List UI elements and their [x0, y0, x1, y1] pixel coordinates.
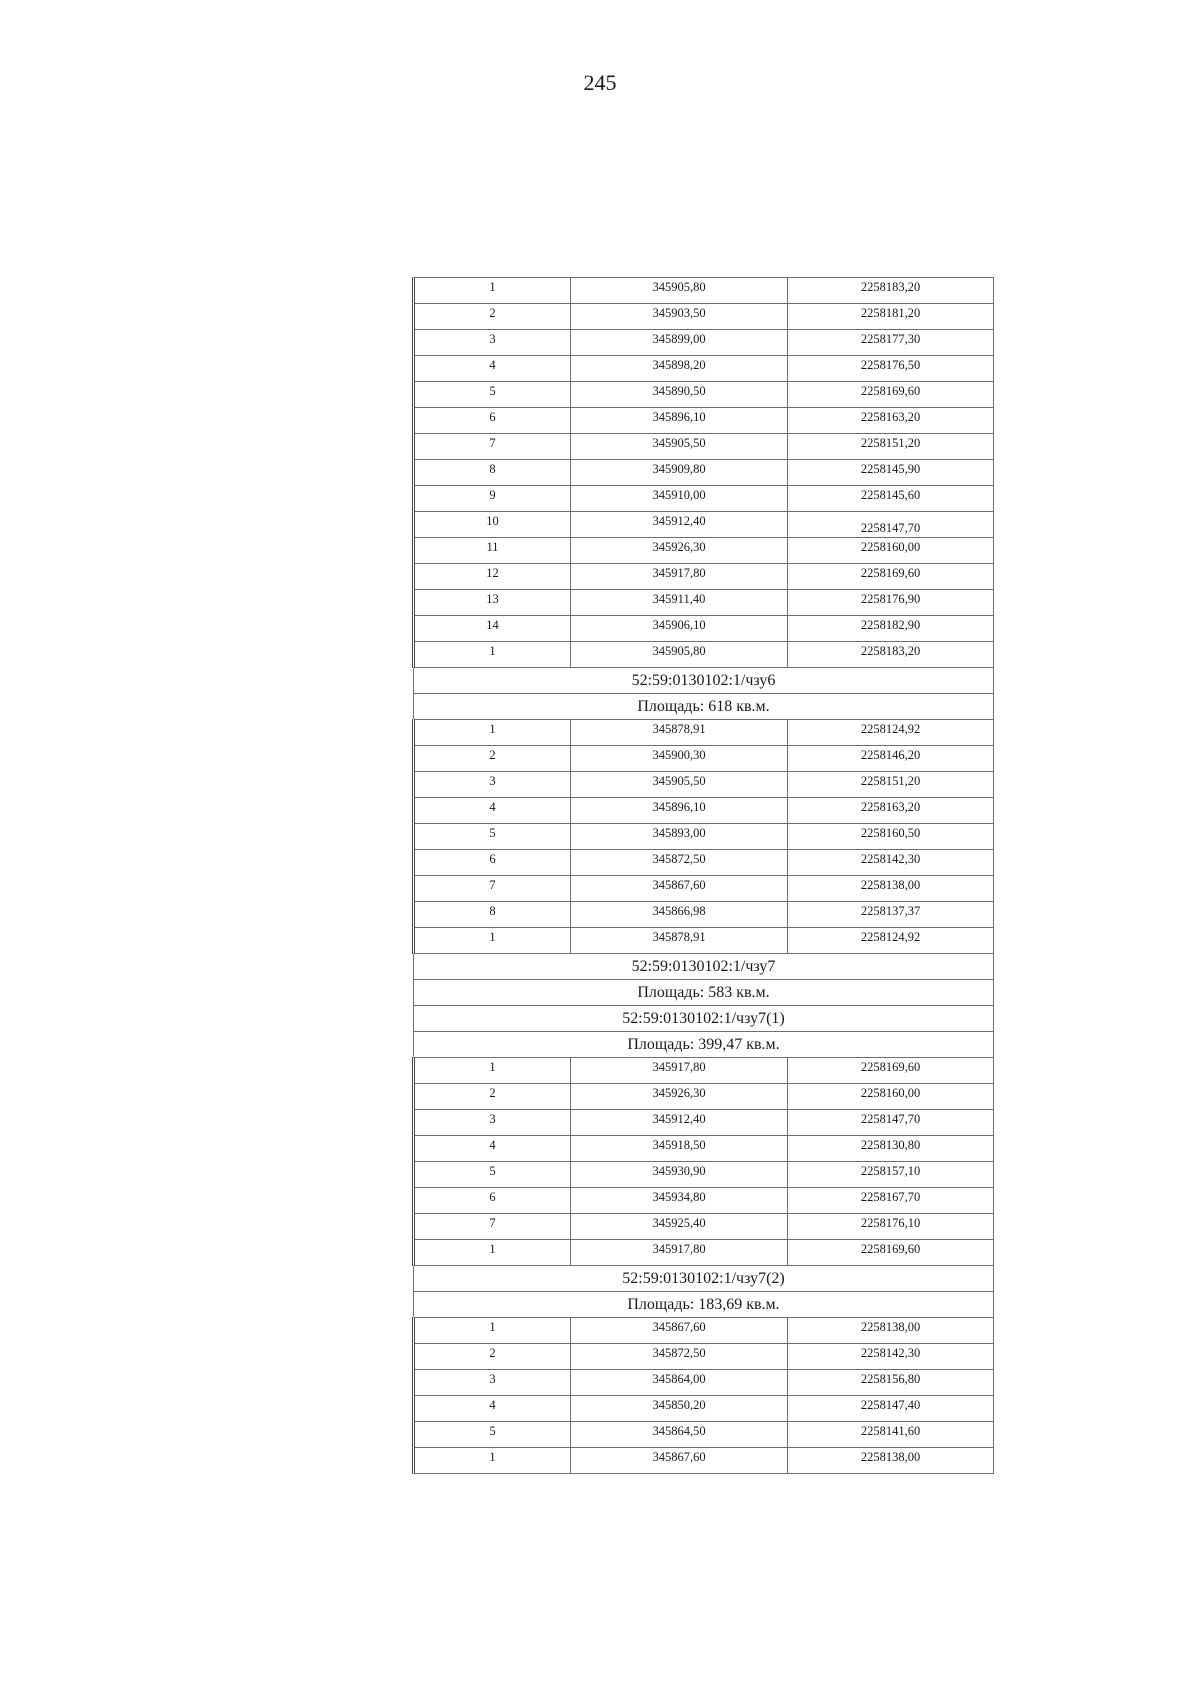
- coord-y: 2258160,00: [788, 538, 994, 564]
- coord-x: 345872,50: [571, 1344, 788, 1370]
- coord-x: 345912,40: [571, 512, 788, 538]
- coordinate-row: [414, 746, 994, 772]
- parcel-id-row: [414, 1006, 994, 1032]
- coordinate-row: [414, 1110, 994, 1136]
- coord-y: 2258169,60: [788, 564, 994, 590]
- coord-y: 2258142,30: [788, 1344, 994, 1370]
- coordinate-row: [414, 1318, 994, 1344]
- coord-y: 2258167,70: [788, 1188, 994, 1214]
- point-number: 3: [414, 772, 571, 798]
- coordinate-row: [414, 824, 994, 850]
- coordinate-row: [414, 460, 994, 486]
- coord-x: 345918,50: [571, 1136, 788, 1162]
- coord-x: 345906,10: [571, 616, 788, 642]
- page-number: 245: [583, 70, 617, 95]
- coord-y: 2258177,30: [788, 330, 994, 356]
- coord-y: 2258182,90: [788, 616, 994, 642]
- coord-x: 345864,50: [571, 1422, 788, 1448]
- coordinate-row: [414, 512, 994, 538]
- point-number: 11: [414, 538, 571, 564]
- point-number: 1: [414, 1318, 571, 1344]
- coordinate-row: [414, 1162, 994, 1188]
- coord-y: 2258176,10: [788, 1214, 994, 1240]
- coord-x: 345905,80: [571, 278, 788, 304]
- coord-x: 345917,80: [571, 1240, 788, 1266]
- coord-x: 345926,30: [571, 1084, 788, 1110]
- coordinate-row: [414, 304, 994, 330]
- point-number: 2: [414, 746, 571, 772]
- coord-x: 345899,00: [571, 330, 788, 356]
- coord-y: 2258169,60: [788, 1240, 994, 1266]
- coordinate-row: [414, 1344, 994, 1370]
- coord-y: 2258138,00: [788, 1448, 994, 1474]
- coord-x: 345905,50: [571, 772, 788, 798]
- coord-y: 2258130,80: [788, 1136, 994, 1162]
- coord-x: 345905,50: [571, 434, 788, 460]
- parcel-id: 52:59:0130102:1/чзу7: [414, 954, 994, 980]
- coord-y: 2258176,90: [788, 590, 994, 616]
- point-number: 6: [414, 408, 571, 434]
- coordinate-row: [414, 538, 994, 564]
- point-number: 5: [414, 1162, 571, 1188]
- coordinate-row: [414, 356, 994, 382]
- point-number: 9: [414, 486, 571, 512]
- point-number: 3: [414, 330, 571, 356]
- coord-x: 345890,50: [571, 382, 788, 408]
- coordinate-row: [414, 564, 994, 590]
- coord-x: 345930,90: [571, 1162, 788, 1188]
- coord-y: 2258124,92: [788, 928, 994, 954]
- point-number: 1: [414, 928, 571, 954]
- coord-x: 345896,10: [571, 408, 788, 434]
- coordinate-row: [414, 1084, 994, 1110]
- point-number: 3: [414, 1370, 571, 1396]
- coord-y: 2258124,92: [788, 720, 994, 746]
- coord-y: 2258137,37: [788, 902, 994, 928]
- coord-y: 2258141,60: [788, 1422, 994, 1448]
- coordinate-row: [414, 1214, 994, 1240]
- coordinate-row: [414, 590, 994, 616]
- coordinate-row: [414, 486, 994, 512]
- parcel-id-row: [414, 668, 994, 694]
- coord-y: 2258142,30: [788, 850, 994, 876]
- coord-x: 345878,91: [571, 928, 788, 954]
- point-number: 6: [414, 850, 571, 876]
- coord-y: 2258181,20: [788, 304, 994, 330]
- coord-x: 345912,40: [571, 1110, 788, 1136]
- coord-y: 2258157,10: [788, 1162, 994, 1188]
- parcel-area-row: [414, 980, 994, 1006]
- coord-y: 2258169,60: [788, 1058, 994, 1084]
- coordinates-table-body: [414, 278, 994, 1474]
- point-number: 2: [414, 1084, 571, 1110]
- coord-y: 2258169,60: [788, 382, 994, 408]
- point-number: 10: [414, 512, 571, 538]
- coordinate-row: [414, 1136, 994, 1162]
- point-number: 8: [414, 460, 571, 486]
- coordinate-row: [414, 330, 994, 356]
- point-number: 7: [414, 434, 571, 460]
- point-number: 1: [414, 1058, 571, 1084]
- point-number: 1: [414, 642, 571, 668]
- parcel-area: Площадь: 399,47 кв.м.: [414, 1032, 994, 1058]
- point-number: 5: [414, 824, 571, 850]
- coord-y: 2258151,20: [788, 434, 994, 460]
- coord-y: 2258176,50: [788, 356, 994, 382]
- coord-x: 345867,60: [571, 1318, 788, 1344]
- coordinate-row: [414, 772, 994, 798]
- coordinate-row: [414, 902, 994, 928]
- point-number: 3: [414, 1110, 571, 1136]
- coord-x: 345898,20: [571, 356, 788, 382]
- coordinate-row: [414, 720, 994, 746]
- coord-x: 345917,80: [571, 564, 788, 590]
- coord-x: 345866,98: [571, 902, 788, 928]
- coord-y: 2258183,20: [788, 642, 994, 668]
- coordinate-row: [414, 408, 994, 434]
- point-number: 4: [414, 1136, 571, 1162]
- point-number: 1: [414, 278, 571, 304]
- coord-y: 2258145,90: [788, 460, 994, 486]
- coordinate-row: [414, 434, 994, 460]
- coord-x: 345900,30: [571, 746, 788, 772]
- coordinate-row: [414, 850, 994, 876]
- coord-y: 2258160,00: [788, 1084, 994, 1110]
- coordinate-row: [414, 1188, 994, 1214]
- point-number: 7: [414, 1214, 571, 1240]
- coordinate-row: [414, 1422, 994, 1448]
- parcel-id: 52:59:0130102:1/чзу6: [414, 668, 994, 694]
- coord-x: 345909,80: [571, 460, 788, 486]
- point-number: 13: [414, 590, 571, 616]
- coord-y: 2258146,20: [788, 746, 994, 772]
- coord-y: 2258147,70: [788, 512, 994, 538]
- coord-x: 345905,80: [571, 642, 788, 668]
- point-number: 4: [414, 1396, 571, 1422]
- point-number: 5: [414, 382, 571, 408]
- parcel-area-row: [414, 1032, 994, 1058]
- coordinate-row: [414, 1448, 994, 1474]
- parcel-area: Площадь: 183,69 кв.м.: [414, 1292, 994, 1318]
- parcel-id: 52:59:0130102:1/чзу7(1): [414, 1006, 994, 1032]
- coordinate-row: [414, 382, 994, 408]
- coord-x: 345925,40: [571, 1214, 788, 1240]
- coordinate-row: [414, 642, 994, 668]
- point-number: 8: [414, 902, 571, 928]
- point-number: 7: [414, 876, 571, 902]
- coord-x: 345903,50: [571, 304, 788, 330]
- coord-x: 345896,10: [571, 798, 788, 824]
- point-number: 2: [414, 304, 571, 330]
- coordinate-row: [414, 1396, 994, 1422]
- coord-y: 2258151,20: [788, 772, 994, 798]
- coord-y: 2258145,60: [788, 486, 994, 512]
- coord-x: 345878,91: [571, 720, 788, 746]
- coordinate-row: [414, 1370, 994, 1396]
- point-number: 4: [414, 356, 571, 382]
- coord-y: 2258147,70: [788, 1110, 994, 1136]
- coord-x: 345917,80: [571, 1058, 788, 1084]
- point-number: 12: [414, 564, 571, 590]
- coordinate-row: [414, 1058, 994, 1084]
- coord-y: 2258147,40: [788, 1396, 994, 1422]
- coord-x: 345867,60: [571, 1448, 788, 1474]
- coordinates-table: [412, 277, 994, 1474]
- coord-x: 345910,00: [571, 486, 788, 512]
- coordinate-row: [414, 798, 994, 824]
- coordinate-row: [414, 616, 994, 642]
- parcel-area: Площадь: 583 кв.м.: [414, 980, 994, 1006]
- coord-x: 345864,00: [571, 1370, 788, 1396]
- point-number: 1: [414, 1240, 571, 1266]
- coordinate-row: [414, 1240, 994, 1266]
- parcel-area: Площадь: 618 кв.м.: [414, 694, 994, 720]
- coord-x: 345872,50: [571, 850, 788, 876]
- coord-x: 345934,80: [571, 1188, 788, 1214]
- coord-y: 2258163,20: [788, 798, 994, 824]
- point-number: 5: [414, 1422, 571, 1448]
- point-number: 1: [414, 720, 571, 746]
- coord-y: 2258163,20: [788, 408, 994, 434]
- point-number: 14: [414, 616, 571, 642]
- parcel-id: 52:59:0130102:1/чзу7(2): [414, 1266, 994, 1292]
- coord-x: 345911,40: [571, 590, 788, 616]
- point-number: 6: [414, 1188, 571, 1214]
- coord-x: 345926,30: [571, 538, 788, 564]
- coord-x: 345893,00: [571, 824, 788, 850]
- point-number: 4: [414, 798, 571, 824]
- parcel-id-row: [414, 954, 994, 980]
- coord-y: 2258138,00: [788, 1318, 994, 1344]
- point-number: 1: [414, 1448, 571, 1474]
- coord-y: 2258183,20: [788, 278, 994, 304]
- parcel-id-row: [414, 1266, 994, 1292]
- parcel-area-row: [414, 694, 994, 720]
- coord-y: 2258160,50: [788, 824, 994, 850]
- coord-y: 2258138,00: [788, 876, 994, 902]
- coordinate-row: [414, 876, 994, 902]
- parcel-area-row: [414, 1292, 994, 1318]
- coord-x: 345850,20: [571, 1396, 788, 1422]
- coordinate-row: [414, 278, 994, 304]
- coord-y: 2258156,80: [788, 1370, 994, 1396]
- point-number: 2: [414, 1344, 571, 1370]
- coordinate-row: [414, 928, 994, 954]
- coord-x: 345867,60: [571, 876, 788, 902]
